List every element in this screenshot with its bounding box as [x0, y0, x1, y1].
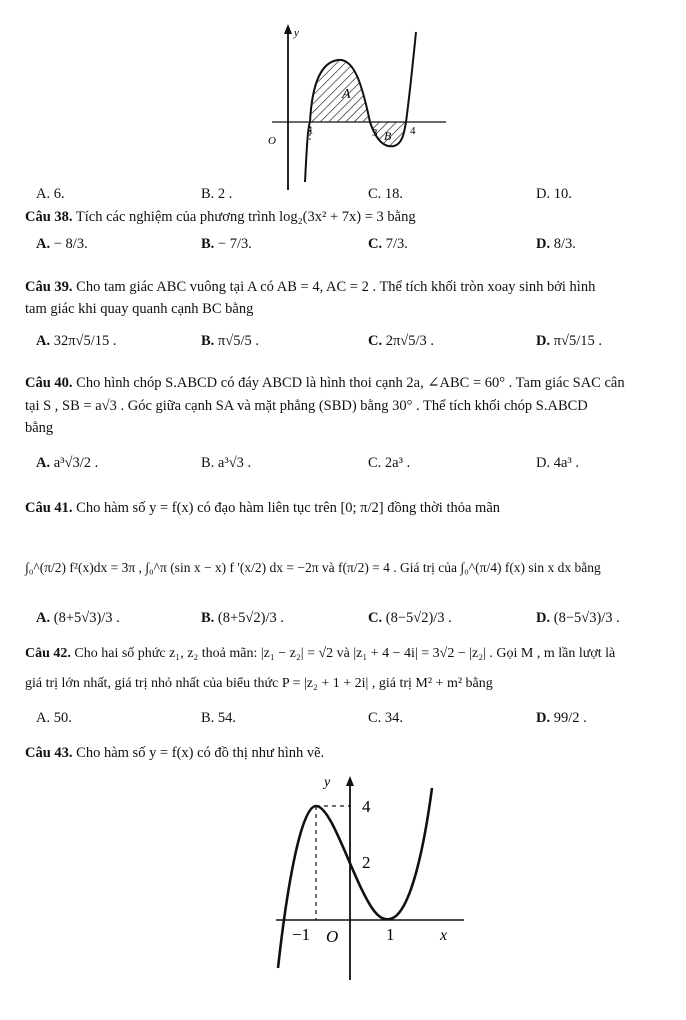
- q39-line2: tam giác khi quay quanh cạnh BC bằng: [25, 301, 254, 317]
- q39-a-value: 32π√5/15 .: [53, 333, 117, 349]
- q41-a-value: (8+5√3)/3 .: [53, 610, 120, 626]
- q42-line1: Cho hai số phức z₁, z₂ thoả mãn: |z₁ − z₂| = √2 và |z₁ + 4 − 4i| = 3√2 − |z₂| . Gọi M , m lần lượt là: [74, 646, 616, 661]
- q39-option-a[interactable]: [36, 333, 117, 350]
- q41-a-prefix: A.: [36, 610, 51, 626]
- y-tick-2: 2: [362, 853, 371, 872]
- question-43: [25, 745, 324, 762]
- question-42: [25, 646, 615, 662]
- origin-label: O: [268, 135, 276, 147]
- q41-c-value: (8−5√2)/3 .: [385, 610, 452, 626]
- q41-line1: Cho hàm số y = f(x) có đạo hàm liên tục trên [0; π/2] đồng thời thỏa mãn: [76, 500, 501, 516]
- question-38: [25, 209, 416, 226]
- q41-c-prefix: C.: [368, 610, 383, 626]
- q38-d-prefix: D.: [536, 236, 551, 252]
- q38-b-value: − 7/3.: [217, 236, 252, 252]
- q39-line1: Cho tam giác ABC vuông tại A có AB = 4, AC = 2 . Thể tích khối tròn xoay sinh bởi hình: [76, 279, 596, 295]
- x-tick-4: 4: [410, 125, 416, 137]
- q38-c-value: 7/3.: [385, 236, 408, 252]
- q43-label: Câu 43.: [25, 745, 73, 761]
- q40-label: Câu 40.: [25, 375, 73, 391]
- question-41: [25, 500, 500, 517]
- q43-text: Cho hàm số y = f(x) có đồ thị như hình vẽ.: [76, 745, 325, 761]
- q41-option-d[interactable]: [536, 610, 620, 627]
- q37-option-a[interactable]: A. 6.: [36, 186, 65, 202]
- q39-a-prefix: A.: [36, 333, 51, 349]
- q38-c-prefix: C.: [368, 236, 383, 252]
- q41-d-value: (8−5√3)/3 .: [553, 610, 620, 626]
- q40-a-prefix: A.: [36, 455, 51, 471]
- q42-d-value: 99/2 .: [553, 710, 587, 726]
- q41-option-c[interactable]: [368, 610, 452, 627]
- q41-b-prefix: B.: [201, 610, 215, 626]
- q37-option-b[interactable]: B. 2 .: [201, 186, 233, 202]
- q40-line3: bằng: [25, 420, 54, 436]
- q39-b-prefix: B.: [201, 333, 215, 349]
- function-graph: [268, 768, 468, 988]
- q42-option-a[interactable]: A. 50.: [36, 710, 72, 726]
- q39-option-b[interactable]: [201, 333, 259, 350]
- q41-option-b[interactable]: [201, 610, 284, 627]
- region-b-label: B: [384, 129, 392, 143]
- q40-a-value: a³√3/2 .: [53, 455, 99, 471]
- region-a-label: A: [342, 87, 351, 102]
- q42-line2: giá trị lớn nhất, giá trị nhỏ nhất của biểu thức P = |z₂ + 1 + 2i| , giá trị M² + m² bằng: [25, 676, 493, 691]
- q40-option-c[interactable]: C. 2a³ .: [368, 455, 411, 471]
- q39-d-prefix: D.: [536, 333, 551, 349]
- area-graph: [250, 22, 450, 192]
- x-tick-1: 1: [386, 925, 395, 944]
- x-axis-label: x: [440, 927, 448, 944]
- q37-option-d[interactable]: D. 10.: [536, 186, 572, 202]
- y-axis-arrow: [284, 24, 292, 34]
- q40-option-a[interactable]: [36, 455, 98, 472]
- q42-option-b[interactable]: B. 54.: [201, 710, 237, 726]
- q41-label: Câu 41.: [25, 500, 73, 516]
- q42-d-prefix: D.: [536, 710, 551, 726]
- q39-option-d[interactable]: [536, 333, 602, 350]
- y-axis-label: y: [294, 27, 299, 39]
- q38-a-prefix: A.: [36, 236, 51, 252]
- q40-line1: Cho hình chóp S.ABCD có đáy ABCD là hình thoi cạnh 2a, ∠ABC = 60° . Tam giác SAC cân: [76, 375, 625, 391]
- q42-option-d[interactable]: [536, 710, 587, 727]
- q42-option-c[interactable]: C. 34.: [368, 710, 404, 726]
- q39-option-c[interactable]: [368, 333, 434, 350]
- question-39: [25, 279, 595, 296]
- y-axis-arrow: [346, 776, 354, 786]
- q38-text: Tích các nghiệm của phương trình log₂(3x² + 7x) = 3 bằng: [75, 209, 416, 225]
- q38-option-c[interactable]: [368, 236, 408, 253]
- q38-a-value: − 8/3.: [53, 236, 88, 252]
- y-tick-4: 4: [362, 797, 371, 816]
- q39-b-value: π√5/5 .: [217, 333, 259, 349]
- question-40: [25, 375, 625, 392]
- q40-option-b[interactable]: B. a³√3 .: [201, 455, 252, 471]
- q37-option-c[interactable]: C. 18.: [368, 186, 404, 202]
- q38-option-b[interactable]: [201, 236, 252, 253]
- q39-d-value: π√5/15 .: [553, 333, 603, 349]
- q38-d-value: 8/3.: [553, 236, 576, 252]
- y-axis-label: y: [324, 775, 331, 790]
- region-a: [310, 60, 370, 122]
- x-tick-minus1: −1: [292, 925, 311, 944]
- q39-label: Câu 39.: [25, 279, 73, 295]
- q38-option-d[interactable]: [536, 236, 576, 253]
- q38-option-a[interactable]: [36, 236, 88, 253]
- q41-option-a[interactable]: [36, 610, 120, 627]
- q41-d-prefix: D.: [536, 610, 551, 626]
- q38-label: Câu 38.: [25, 209, 73, 225]
- q38-b-prefix: B.: [201, 236, 215, 252]
- origin-label: O: [326, 927, 339, 946]
- q40-line2: tại S , SB = a√3 . Góc giữa cạnh SA và mặt phẳng (SBD) bằng 30° . Thể tích khối chóp S.ABCD: [25, 398, 588, 414]
- x-tick-3: 3: [372, 127, 378, 139]
- q39-c-value: 2π√5/3 .: [385, 333, 435, 349]
- q40-option-d[interactable]: D. 4a³ .: [536, 455, 580, 471]
- x-tick-1: 1: [308, 125, 314, 137]
- q42-label: Câu 42.: [25, 646, 71, 661]
- q41-b-value: (8+5√2)/3 .: [217, 610, 284, 626]
- q39-c-prefix: C.: [368, 333, 383, 349]
- q41-line2: ∫₀^(π/2) f²(x)dx = 3π , ∫₀^π (sin x − x) f '(x/2) dx = −2π và f(π/2) = 4 . Giá trị của ∫₀^(π/4) f(x) sin x dx bằng: [25, 560, 601, 575]
